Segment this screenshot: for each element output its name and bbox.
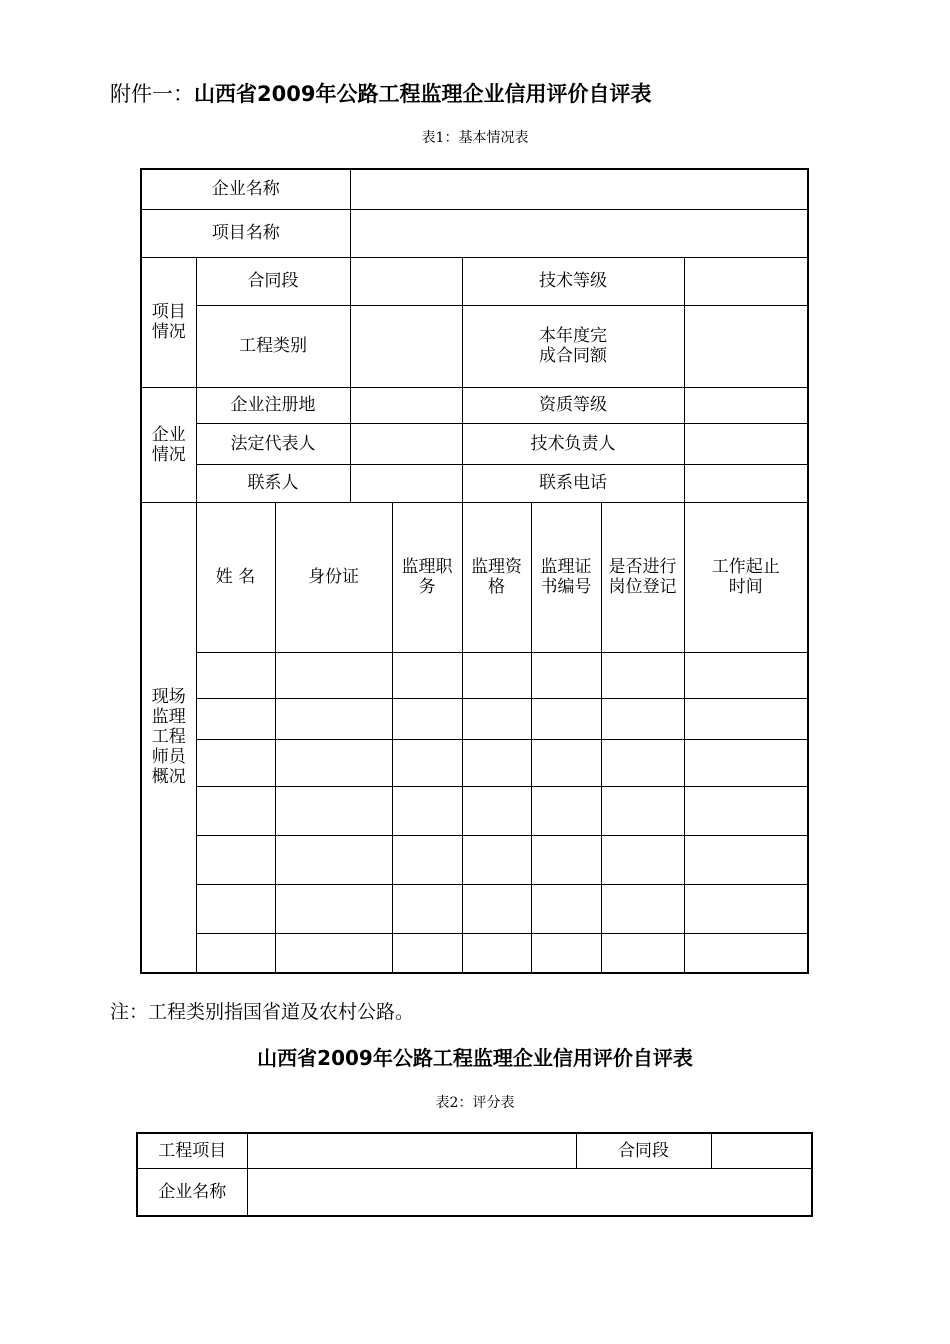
- staff-cell[interactable]: [601, 786, 684, 835]
- staff-cell[interactable]: [275, 652, 392, 698]
- staff-row: [141, 933, 808, 973]
- staff-cell[interactable]: [196, 835, 275, 884]
- heading-title-year: 2009: [257, 82, 316, 106]
- staff-row: [141, 698, 808, 739]
- staff-cell[interactable]: [462, 933, 531, 973]
- contact-label: 联系人: [196, 464, 350, 502]
- contract-section-input[interactable]: [350, 257, 462, 305]
- table2-title-part1: 山西省: [257, 1046, 318, 1070]
- staff-info-label: 现场监理工程师员概况: [141, 502, 196, 973]
- staff-cell[interactable]: [196, 884, 275, 933]
- staff-cell[interactable]: [196, 739, 275, 786]
- phone-label: 联系电话: [462, 464, 684, 502]
- staff-cell[interactable]: [684, 933, 808, 973]
- staff-cell[interactable]: [684, 739, 808, 786]
- attachment-heading: [110, 78, 651, 108]
- tech-lead-label: 技术负责人: [462, 423, 684, 464]
- staff-cell[interactable]: [684, 652, 808, 698]
- reg-place-label: 企业注册地: [196, 387, 350, 423]
- contact-input[interactable]: [350, 464, 462, 502]
- staff-cell[interactable]: [196, 933, 275, 973]
- staff-cell[interactable]: [531, 786, 601, 835]
- staff-cell[interactable]: [275, 739, 392, 786]
- staff-cell[interactable]: [531, 835, 601, 884]
- staff-cell[interactable]: [601, 739, 684, 786]
- table1-caption: 表1：基本情况表: [421, 130, 529, 146]
- basic-info-table: [140, 168, 809, 974]
- staff-cell[interactable]: [392, 884, 462, 933]
- staff-header-cert-no: 监理证书编号: [531, 502, 601, 652]
- qualification-input[interactable]: [684, 387, 808, 423]
- company-info-label: 企业情况: [141, 387, 196, 502]
- staff-cell[interactable]: [462, 786, 531, 835]
- staff-cell[interactable]: [462, 739, 531, 786]
- project-type-input[interactable]: [350, 305, 462, 387]
- annual-amount-label: 本年度完成合同额: [462, 305, 684, 387]
- staff-cell[interactable]: [462, 652, 531, 698]
- legal-rep-input[interactable]: [350, 423, 462, 464]
- staff-row: [141, 652, 808, 698]
- staff-cell[interactable]: [684, 835, 808, 884]
- staff-cell[interactable]: [531, 652, 601, 698]
- phone-input[interactable]: [684, 464, 808, 502]
- project-name-input[interactable]: [350, 209, 808, 257]
- staff-cell[interactable]: [601, 933, 684, 973]
- staff-header-name: 姓 名: [196, 502, 275, 652]
- staff-header-qualification: 监理资格: [462, 502, 531, 652]
- staff-row: [141, 786, 808, 835]
- staff-cell[interactable]: [601, 835, 684, 884]
- reg-place-input[interactable]: [350, 387, 462, 423]
- legal-rep-label: 法定代表人: [196, 423, 350, 464]
- staff-header-registered: 是否进行岗位登记: [601, 502, 684, 652]
- table2-title-part2: 年公路工程监理企业信用评价自评表: [372, 1046, 693, 1070]
- staff-cell[interactable]: [275, 933, 392, 973]
- staff-cell[interactable]: [196, 786, 275, 835]
- tech-grade-label: 技术等级: [462, 257, 684, 305]
- staff-cell[interactable]: [531, 933, 601, 973]
- staff-cell[interactable]: [275, 698, 392, 739]
- heading-title-part2: 年公路工程监理企业信用评价自评表: [315, 82, 652, 106]
- staff-cell[interactable]: [392, 835, 462, 884]
- staff-cell[interactable]: [531, 739, 601, 786]
- staff-row: [141, 884, 808, 933]
- staff-cell[interactable]: [601, 652, 684, 698]
- staff-cell[interactable]: [531, 698, 601, 739]
- staff-row: [141, 739, 808, 786]
- footnote: 注：工程类别指国省道及农村公路。: [110, 1001, 415, 1023]
- staff-cell[interactable]: [275, 786, 392, 835]
- qualification-label: 资质等级: [462, 387, 684, 423]
- company-name-label: 企业名称: [141, 169, 350, 209]
- staff-cell[interactable]: [531, 884, 601, 933]
- staff-cell[interactable]: [392, 933, 462, 973]
- staff-cell[interactable]: [275, 884, 392, 933]
- table2-caption: 表2：评分表: [435, 1095, 515, 1111]
- contract-section-label: 合同段: [196, 257, 350, 305]
- project-name-label: 项目名称: [141, 209, 350, 257]
- staff-row: [141, 835, 808, 884]
- staff-cell[interactable]: [462, 835, 531, 884]
- project-type-label: 工程类别: [196, 305, 350, 387]
- staff-cell[interactable]: [275, 835, 392, 884]
- attachment-prefix: 附件一：: [110, 82, 194, 106]
- staff-cell[interactable]: [392, 652, 462, 698]
- staff-cell[interactable]: [462, 698, 531, 739]
- staff-cell[interactable]: [392, 698, 462, 739]
- staff-cell[interactable]: [601, 698, 684, 739]
- staff-cell[interactable]: [601, 884, 684, 933]
- staff-cell[interactable]: [684, 884, 808, 933]
- staff-cell[interactable]: [392, 786, 462, 835]
- heading-title-part1: 山西省: [194, 82, 257, 106]
- project-info-label: 项目情况: [141, 257, 196, 387]
- staff-header-period: 工作起止时间: [684, 502, 808, 652]
- company-name-input[interactable]: [350, 169, 808, 209]
- project-label: 工程项目: [137, 1133, 247, 1168]
- project-input[interactable]: [247, 1133, 576, 1168]
- score-table: [136, 1132, 813, 1217]
- tech-grade-input[interactable]: [684, 257, 808, 305]
- staff-cell[interactable]: [196, 652, 275, 698]
- staff-cell[interactable]: [684, 698, 808, 739]
- staff-cell[interactable]: [684, 786, 808, 835]
- company-name-input-2[interactable]: [247, 1168, 812, 1216]
- staff-header-id: 身份证: [275, 502, 392, 652]
- contract-section-label-2: 合同段: [576, 1133, 711, 1168]
- staff-header-position: 监理职务: [392, 502, 462, 652]
- staff-cell[interactable]: [196, 698, 275, 739]
- annual-amount-input[interactable]: [684, 305, 808, 387]
- staff-cell[interactable]: [392, 739, 462, 786]
- tech-lead-input[interactable]: [684, 423, 808, 464]
- staff-cell[interactable]: [462, 884, 531, 933]
- table2-title: [0, 1042, 950, 1071]
- company-name-label-2: 企业名称: [137, 1168, 247, 1216]
- contract-section-input-2[interactable]: [711, 1133, 812, 1168]
- table2-title-year: 2009: [317, 1046, 373, 1070]
